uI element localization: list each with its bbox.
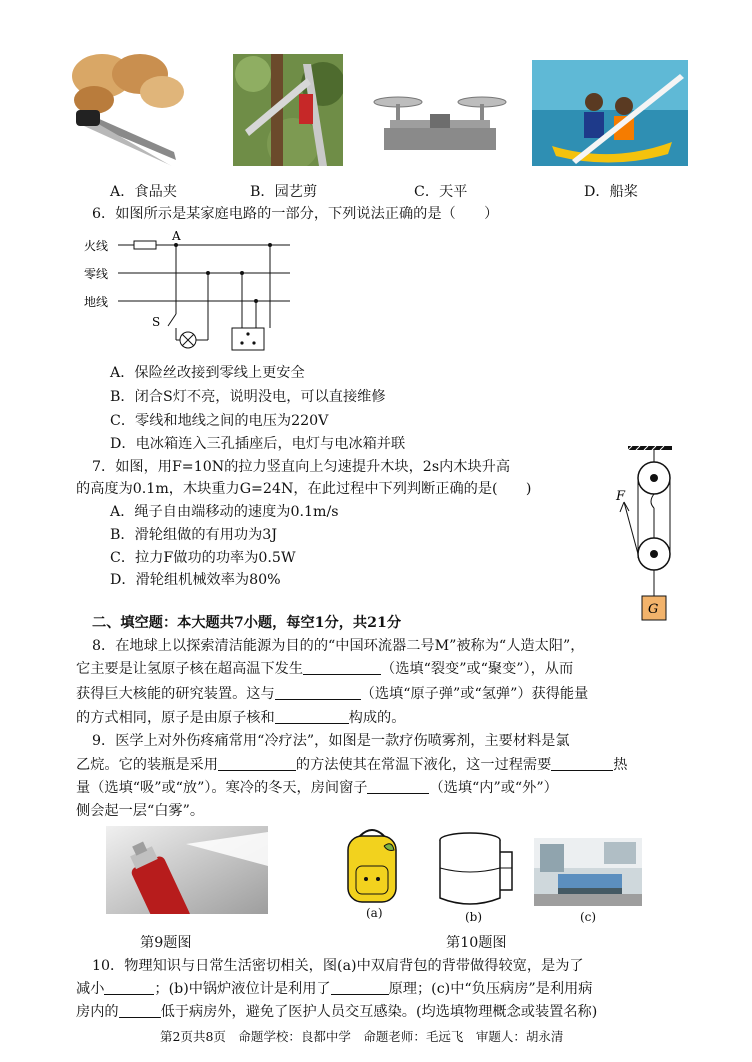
q10-line2 — [76, 978, 592, 998]
q8-blank-1[interactable] — [303, 660, 381, 675]
figure-9-caption: 第9题图 — [140, 935, 192, 951]
q10-blank-1[interactable] — [104, 980, 154, 995]
q8-line2 — [76, 658, 573, 678]
q8-text: 它主要是让氢原子核在超高温下发生 — [76, 661, 304, 677]
q8-blank-2[interactable] — [275, 685, 361, 700]
backpack-image — [340, 824, 404, 904]
q7-stem-line2: 的高度为0.1m，木块重力G=24N，在此过程中下列判断正确的是( ) — [76, 481, 532, 497]
q8-line1: 8．在地球上以探索清洁能源为目的的“中国环流器二号M”被称为“人造太阳”， — [92, 638, 585, 654]
q5-option-d: D．船桨 — [584, 184, 638, 200]
q7-option-a: A．绳子自由端移动的速度为0.1m/s — [110, 504, 339, 520]
kayak-paddle-image — [532, 60, 688, 166]
q5-option-c: C．天平 — [414, 184, 468, 200]
neutral-wire-label: 零线 — [84, 267, 109, 281]
ground-wire-label: 地线 — [84, 295, 109, 309]
garden-shears-image — [233, 54, 343, 166]
q6-option-a: A．保险丝改接到零线上更安全 — [110, 365, 305, 381]
q9-blank-3[interactable] — [367, 779, 429, 794]
household-circuit-diagram — [82, 228, 302, 354]
figure-10c-label: (c) — [580, 910, 597, 924]
negative-pressure-ward-image — [534, 838, 642, 906]
q10-text: 减小 — [76, 981, 105, 997]
q10-text: 房内的 — [76, 1004, 119, 1020]
boiler-level-gauge-image — [432, 830, 516, 910]
q8-text: （选填“裂变”或“聚变”），从而 — [381, 661, 574, 677]
q9-blank-1[interactable] — [218, 756, 296, 771]
q9-line1: 9．医学上对外伤疼痛常用“冷疗法”，如图是一款疗伤喷雾剂，主要材料是氯 — [92, 733, 570, 749]
section-2-title: 二、填空题：本大题共7小题，每空1分，共21分 — [92, 615, 402, 631]
pulley-system-diagram — [604, 446, 688, 622]
page-footer: 第2页共8页 命题学校：良都中学 命题老师：毛远飞 审题人：胡永清 — [160, 1029, 564, 1044]
live-wire-label: 火线 — [84, 239, 109, 253]
q6-option-d: D．电冰箱连入三孔插座后，电灯与电冰箱并联 — [110, 436, 406, 452]
q8-text: （选填“原子弹”或“氢弹”）获得能量 — [360, 686, 589, 702]
q6-option-b: B．闭合S灯不亮，说明没电，可以直接维修 — [110, 389, 386, 405]
q9-text: 乙烷。它的装瓶是采用 — [76, 757, 218, 773]
q9-text: 量（选填“吸”或“放”）。寒冷的冬天，房间窗子 — [76, 780, 368, 796]
q10-blank-3[interactable] — [119, 1003, 161, 1018]
q5-option-a: A．食品夹 — [110, 184, 177, 200]
q6-stem: 6．如图所示是某家庭电路的一部分，下列说法正确的是（ ） — [92, 206, 499, 222]
q10-blank-2[interactable] — [331, 980, 389, 995]
q9-text: （选填“内”或“外”） — [429, 780, 558, 796]
q7-option-c: C．拉力F做功的功率为0.5W — [110, 550, 296, 566]
q10-text: 低于病房外，避免了医护人员交互感染。(均选填物理概念或装置名称) — [160, 1004, 598, 1020]
switch-s-label: S — [152, 315, 161, 329]
q5-option-b: B．园艺剪 — [250, 184, 318, 200]
q8-blank-3[interactable] — [275, 709, 349, 724]
point-a-label: A — [172, 229, 181, 243]
q7-stem-line1: 7．如图，用F=10N的拉力竖直向上匀速提升木块，2s内木块升高 — [92, 459, 511, 475]
figure-10a-label: (a) — [366, 906, 383, 920]
q9-blank-2[interactable] — [551, 756, 613, 771]
q10-text: 原理；(c)中“负压病房”是利用病 — [388, 981, 593, 997]
weight-g-label: G — [648, 602, 659, 617]
q9-line3 — [76, 777, 558, 797]
force-f-label: F — [616, 489, 626, 504]
q9-line4: 侧会起一层“白雾”。 — [76, 803, 205, 819]
food-tongs-image — [62, 48, 188, 166]
q9-line2 — [76, 754, 627, 774]
q10-line1: 10．物理知识与日常生活密切相关，图(a)中双肩背包的背带做得较宽，是为了 — [92, 958, 584, 974]
q6-option-c: C．零线和地线之间的电压为220V — [110, 413, 329, 429]
q8-line4 — [76, 707, 405, 727]
figure-10-caption: 第10题图 — [446, 935, 507, 951]
figure-10b-label: (b) — [465, 910, 483, 924]
q8-text: 获得巨大核能的研究装置。这与 — [76, 686, 275, 702]
q7-option-d: D．滑轮组机械效率为80% — [110, 572, 281, 588]
spray-can-image — [106, 826, 268, 914]
balance-scale-image — [370, 90, 510, 154]
q7-option-b: B．滑轮组做的有用功为3J — [110, 527, 278, 543]
q8-text: 构成的。 — [348, 710, 406, 726]
q9-text: 的方法使其在常温下液化，这一过程需要 — [295, 757, 552, 773]
q10-line3 — [76, 1001, 597, 1021]
q8-line3 — [76, 683, 588, 703]
q8-text: 的方式相同，原子是由原子核和 — [76, 710, 275, 726]
q10-text: ；(b)中锅炉液位计是利用了 — [154, 981, 331, 997]
q9-text: 热 — [613, 757, 628, 773]
